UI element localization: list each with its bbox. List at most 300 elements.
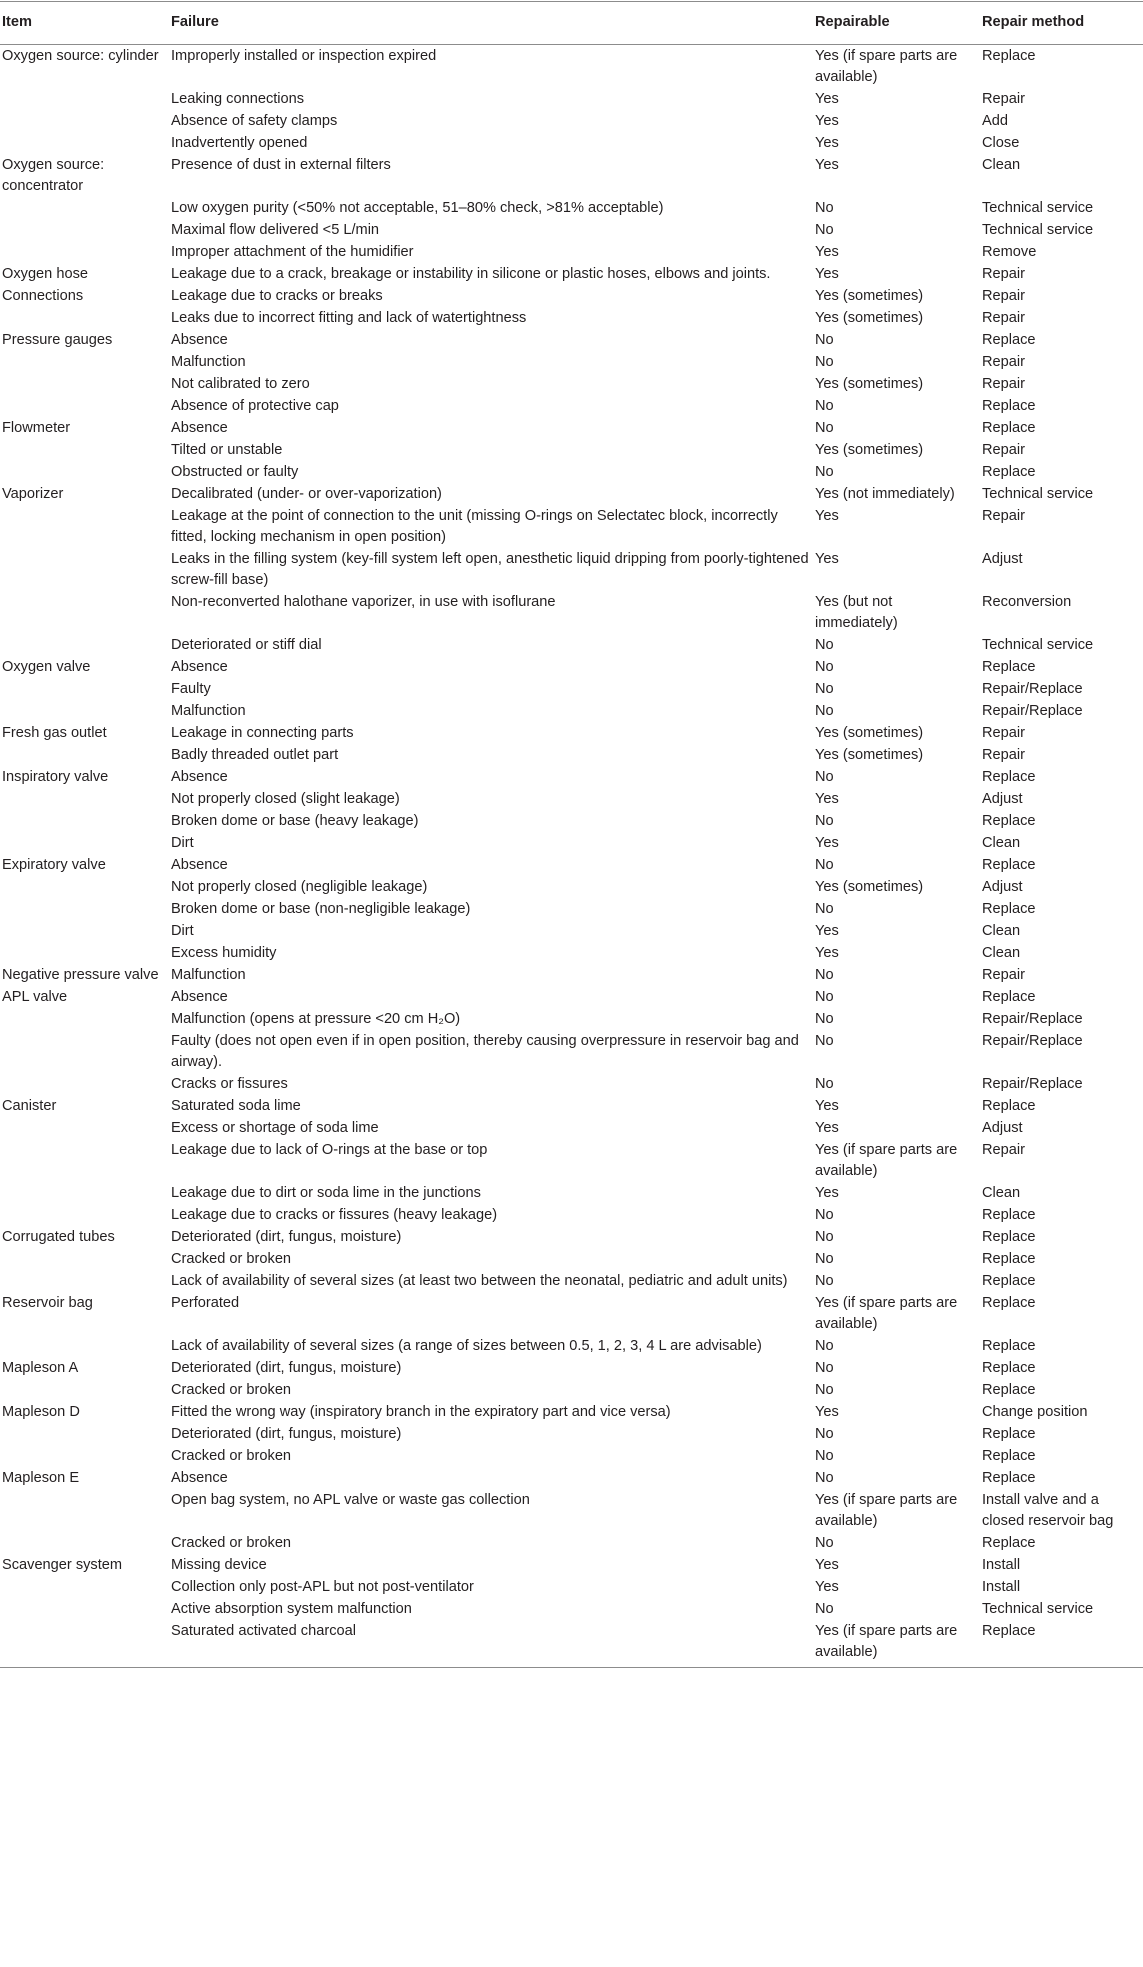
table-row: [0, 810, 1143, 832]
repairable-cell: Yes: [815, 1185, 839, 1201]
repair-method-cell: Repair/Replace: [982, 681, 1083, 697]
repairable-cell: Yes: [815, 923, 839, 939]
item-cell: Pressure gauges: [2, 332, 113, 348]
failure-cell: Absence: [171, 989, 228, 1005]
repair-method-cell: Repair: [982, 508, 1025, 524]
repairable-cell: No: [815, 681, 834, 697]
failure-cell: Faulty: [171, 681, 211, 697]
repair-method-cell: Clean: [982, 1185, 1021, 1201]
table-row: [0, 1335, 1143, 1357]
failure-cell: Leaking connections: [171, 91, 305, 107]
table-row: [0, 1489, 1143, 1532]
repairable-cell: Yes (if spare parts are available): [813, 1620, 980, 1668]
table-row: [0, 1620, 1143, 1668]
item-cell: [0, 1204, 169, 1226]
failure-cell: Missing device: [171, 1557, 267, 1573]
repair-method-cell: Replace: [982, 1295, 1036, 1311]
repair-method-cell: Replace: [982, 1535, 1036, 1551]
repair-method-cell: Replace: [982, 1360, 1036, 1376]
failure-cell: Inadvertently opened: [171, 135, 308, 151]
failure-cell: Absence: [171, 420, 228, 436]
item-cell: Scavenger system: [2, 1557, 123, 1573]
repairable-cell: No: [815, 1033, 834, 1049]
item-cell: [0, 1139, 169, 1182]
repairable-cell: Yes: [815, 1120, 839, 1136]
item-cell: [0, 548, 169, 591]
failure-cell: Faulty (does not open even if in open position, thereby causing overpressure in reservoir bag and airway).: [171, 1033, 799, 1070]
item-cell: Connections: [2, 288, 84, 304]
table-row: [0, 1401, 1143, 1423]
failure-cell: Leaks due to incorrect fitting and lack of watertightness: [171, 310, 527, 326]
item-cell: [0, 88, 169, 110]
failure-cell: Lack of availability of several sizes (at least two between the neonatal, pediatric and adult units): [171, 1273, 788, 1289]
table-row: [0, 1030, 1143, 1073]
failure-cell: Malfunction: [171, 354, 246, 370]
failure-cell: Lack of availability of several sizes (a range of sizes between 0.5, 1, 2, 3, 4 L are advisable): [171, 1338, 762, 1354]
repair-method-cell: Repair: [982, 310, 1025, 326]
item-cell: APL valve: [2, 989, 68, 1005]
table-row: [0, 1423, 1143, 1445]
repairable-cell: No: [815, 222, 834, 238]
table-row: [0, 832, 1143, 854]
repair-method-cell: Repair: [982, 376, 1025, 392]
failure-cell: Collection only post-APL but not post-ventilator: [171, 1579, 474, 1595]
table-row: [0, 1270, 1143, 1292]
item-cell: [0, 1248, 169, 1270]
repair-method-cell: Replace: [982, 1229, 1036, 1245]
table-row: [0, 656, 1143, 678]
table-row: [0, 1204, 1143, 1226]
failure-cell: Improper attachment of the humidifier: [171, 244, 414, 260]
repair-method-cell: Repair: [982, 288, 1025, 304]
failure-cell: Maximal flow delivered <5 L/min: [171, 222, 380, 238]
failure-cell: Absence of safety clamps: [171, 113, 338, 129]
failure-cell: Deteriorated or stiff dial: [171, 637, 322, 653]
repair-method-cell: Clean: [982, 923, 1021, 939]
repairable-cell: Yes (if spare parts are available): [815, 1492, 958, 1529]
repairable-cell: Yes: [815, 91, 839, 107]
failure-cell: Absence: [171, 659, 228, 675]
repair-method-cell: Replace: [980, 1620, 1143, 1668]
item-cell: [0, 1489, 169, 1532]
table-row: [0, 1379, 1143, 1401]
repair-method-cell: Replace: [982, 464, 1036, 480]
repair-method-cell: Replace: [982, 1207, 1036, 1223]
repairable-cell: No: [815, 1011, 834, 1027]
item-cell: [0, 1598, 169, 1620]
repair-method-cell: Install: [982, 1557, 1021, 1573]
item-cell: Mapleson D: [2, 1404, 80, 1420]
repairable-cell: Yes (if spare parts are available): [815, 48, 958, 85]
failure-cell: Dirt: [171, 835, 194, 851]
repairable-cell: Yes: [815, 791, 839, 807]
repair-method-cell: Repair: [982, 1142, 1025, 1158]
item-cell: Inspiratory valve: [2, 769, 109, 785]
table-row: [0, 744, 1143, 766]
table-row: [0, 461, 1143, 483]
failure-cell: Non-reconverted halothane vaporizer, in use with isoflurane: [171, 594, 556, 610]
repair-method-cell: Replace: [982, 398, 1036, 414]
failure-cell: Leakage due to cracks or fissures (heavy leakage): [171, 1207, 498, 1223]
table-row: [0, 373, 1143, 395]
repair-method-cell: Adjust: [982, 551, 1023, 567]
table-row: [0, 505, 1143, 548]
table-row: [0, 483, 1143, 505]
repairable-cell: No: [815, 813, 834, 829]
table-row: [0, 1095, 1143, 1117]
repair-method-cell: Replace: [982, 659, 1036, 675]
repair-method-cell: Adjust: [982, 1120, 1023, 1136]
repair-method-cell: Replace: [982, 769, 1036, 785]
failure-cell: Broken dome or base (heavy leakage): [171, 813, 419, 829]
item-cell: [0, 395, 169, 417]
repair-method-cell: Technical service: [982, 486, 1094, 502]
table-row: [0, 154, 1143, 197]
repair-method-cell: Replace: [982, 813, 1036, 829]
repair-method-cell: Technical service: [982, 200, 1094, 216]
item-cell: [0, 591, 169, 634]
failure-cell: Tilted or unstable: [171, 442, 283, 458]
repairable-cell: No: [815, 464, 834, 480]
repair-method-cell: Adjust: [982, 879, 1023, 895]
failure-cell: Obstructed or faulty: [171, 464, 299, 480]
table-row: [0, 110, 1143, 132]
failure-cell: Saturated activated charcoal: [169, 1620, 813, 1668]
repairable-cell: No: [815, 637, 834, 653]
item-cell: [0, 1008, 169, 1030]
table-row: [0, 1073, 1143, 1095]
repairable-cell: No: [815, 769, 834, 785]
item-cell: [0, 1270, 169, 1292]
failure-cell: Low oxygen purity (<50% not acceptable, 51–80% check, >81% acceptable): [171, 200, 664, 216]
failure-cell: Improperly installed or inspection expired: [171, 48, 437, 64]
repairable-cell: No: [815, 901, 834, 917]
failure-cell: Not properly closed (negligible leakage): [171, 879, 428, 895]
table-row: [0, 920, 1143, 942]
table-row: [0, 591, 1143, 634]
failure-cell: Not calibrated to zero: [171, 376, 310, 392]
item-cell: Expiratory valve: [2, 857, 106, 873]
repair-method-cell: Install: [982, 1579, 1021, 1595]
item-cell: [0, 942, 169, 964]
repairable-cell: Yes (sometimes): [815, 442, 924, 458]
failure-cell: Absence: [171, 769, 228, 785]
failure-cell: Malfunction: [171, 967, 246, 983]
repair-method-cell: Repair: [982, 91, 1025, 107]
repairable-cell: No: [815, 659, 834, 675]
repairable-cell: No: [815, 1229, 834, 1245]
item-cell: Corrugated tubes: [2, 1229, 115, 1245]
repairable-cell: Yes (but not immediately): [815, 594, 898, 631]
repair-method-cell: Technical service: [982, 1601, 1094, 1617]
repair-method-cell: Close: [982, 135, 1020, 151]
table-row: [0, 722, 1143, 744]
repair-method-cell: Replace: [982, 420, 1036, 436]
failure-cell: Deteriorated (dirt, fungus, moisture): [171, 1229, 402, 1245]
table-row: [0, 263, 1143, 285]
header-row: [0, 2, 1143, 45]
failure-cell: Absence: [171, 332, 228, 348]
item-cell: Reservoir bag: [2, 1295, 93, 1311]
table-row: [0, 351, 1143, 373]
item-cell: Oxygen source: concentrator: [2, 157, 105, 194]
failure-cell: Leakage due to a crack, breakage or instability in silicone or plastic hoses, elbows and joints.: [171, 266, 771, 282]
repairable-cell: Yes (not immediately): [815, 486, 955, 502]
item-cell: [0, 351, 169, 373]
failure-cell: Leakage due to lack of O-rings at the base or top: [171, 1142, 488, 1158]
repair-method-cell: Repair: [982, 266, 1025, 282]
repair-method-cell: Replace: [982, 1098, 1036, 1114]
table-row: [0, 700, 1143, 722]
failure-cell: Broken dome or base (non-negligible leakage): [171, 901, 471, 917]
failure-cell: Cracks or fissures: [171, 1076, 288, 1092]
repairable-cell: No: [815, 1251, 834, 1267]
repair-method-cell: Replace: [982, 1470, 1036, 1486]
repair-method-cell: Technical service: [982, 637, 1094, 653]
item-cell: [0, 1335, 169, 1357]
repairable-cell: No: [815, 1535, 834, 1551]
item-cell: [0, 505, 169, 548]
repair-method-cell: Repair: [982, 747, 1025, 763]
failure-cell: Saturated soda lime: [171, 1098, 301, 1114]
table-row: [0, 417, 1143, 439]
item-cell: Fresh gas outlet: [2, 725, 107, 741]
failure-cell: Cracked or broken: [171, 1448, 292, 1464]
item-cell: [0, 898, 169, 920]
repairable-cell: Yes (if spare parts are available): [815, 1142, 958, 1179]
table-row: [0, 197, 1143, 219]
item-cell: [0, 634, 169, 656]
item-cell: [0, 110, 169, 132]
failure-cell: Absence of protective cap: [171, 398, 339, 414]
item-cell: [0, 744, 169, 766]
table-row: [0, 219, 1143, 241]
item-cell: Canister: [2, 1098, 57, 1114]
repairable-cell: No: [815, 1207, 834, 1223]
item-cell: [0, 700, 169, 722]
table-row: [0, 395, 1143, 417]
repair-method-cell: Replace: [982, 1338, 1036, 1354]
repairable-cell: Yes (sometimes): [815, 747, 924, 763]
repairable-cell: Yes (sometimes): [815, 725, 924, 741]
repair-method-cell: Replace: [982, 1273, 1036, 1289]
repairable-cell: No: [815, 1426, 834, 1442]
failure-cell: Presence of dust in external filters: [171, 157, 391, 173]
repair-method-cell: Reconversion: [982, 594, 1072, 610]
item-cell: [0, 1445, 169, 1467]
failure-cell: Not properly closed (slight leakage): [171, 791, 400, 807]
table-row: [0, 439, 1143, 461]
repair-method-cell: Replace: [982, 332, 1036, 348]
item-cell: Oxygen valve: [2, 659, 91, 675]
repairable-cell: No: [815, 1382, 834, 1398]
repair-method-cell: Replace: [982, 1382, 1036, 1398]
failure-cell: Absence: [171, 1470, 228, 1486]
repairable-cell: No: [815, 398, 834, 414]
repair-method-cell: Replace: [982, 48, 1036, 64]
item-cell: [0, 1532, 169, 1554]
failure-cell: Excess humidity: [171, 945, 277, 961]
failure-cell: Leakage at the point of connection to the unit (missing O-rings on Selectatec block, incorrectly fitted, locking mechanism in open position): [171, 508, 778, 545]
table-row: [0, 1532, 1143, 1554]
repairable-cell: No: [815, 857, 834, 873]
repair-method-cell: Repair: [982, 967, 1025, 983]
repairable-cell: Yes: [815, 135, 839, 151]
item-cell: [0, 241, 169, 263]
repairable-cell: No: [815, 200, 834, 216]
failure-cell: Open bag system, no APL valve or waste gas collection: [171, 1492, 530, 1508]
table-row: [0, 1226, 1143, 1248]
item-cell: [0, 461, 169, 483]
item-cell: [0, 810, 169, 832]
table-row: [0, 132, 1143, 154]
header-repair-method: Repair method: [980, 2, 1143, 45]
table-row: [0, 678, 1143, 700]
repairable-cell: Yes: [815, 1557, 839, 1573]
repair-method-cell: Clean: [982, 835, 1021, 851]
repairable-cell: No: [815, 967, 834, 983]
item-cell: Vaporizer: [2, 486, 64, 502]
repairable-cell: Yes: [815, 113, 839, 129]
item-cell: [0, 1117, 169, 1139]
item-cell: [0, 1379, 169, 1401]
repair-method-cell: Repair: [982, 354, 1025, 370]
repairable-cell: No: [815, 332, 834, 348]
repair-method-cell: Repair/Replace: [982, 1011, 1083, 1027]
failure-cell: Fitted the wrong way (inspiratory branch in the expiratory part and vice versa): [171, 1404, 671, 1420]
item-cell: [0, 219, 169, 241]
item-cell: [0, 439, 169, 461]
item-cell: Oxygen source: cylinder: [2, 48, 159, 64]
table-row: [0, 986, 1143, 1008]
table-row: [0, 307, 1143, 329]
failure-cell: Deteriorated (dirt, fungus, moisture): [171, 1360, 402, 1376]
repairable-cell: Yes: [815, 508, 839, 524]
header-item: Item: [0, 2, 169, 45]
table-row: [0, 1357, 1143, 1379]
table-row: [0, 1182, 1143, 1204]
repair-method-cell: Repair: [982, 442, 1025, 458]
failure-cell: Leakage in connecting parts: [171, 725, 354, 741]
failure-cell: Leaks in the filling system (key-fill system left open, anesthetic liquid dripping from poorly-tightened screw-fill base): [171, 551, 809, 588]
item-cell: Oxygen hose: [2, 266, 88, 282]
item-cell: [0, 197, 169, 219]
table-row: [0, 1554, 1143, 1576]
table-row: [0, 88, 1143, 110]
item-cell: [0, 788, 169, 810]
failure-cell: Malfunction (opens at pressure <20 cm H₂O): [171, 1011, 461, 1027]
repair-method-cell: Remove: [982, 244, 1037, 260]
repair-method-cell: Repair: [982, 725, 1025, 741]
failure-cell: Active absorption system malfunction: [171, 1601, 412, 1617]
table-row: [0, 876, 1143, 898]
item-cell: [0, 920, 169, 942]
repair-method-cell: Add: [982, 113, 1008, 129]
repair-method-cell: Clean: [982, 945, 1021, 961]
table-row: [0, 1445, 1143, 1467]
table-row: [0, 45, 1143, 89]
table-body: [0, 45, 1143, 1668]
repairable-cell: Yes (sometimes): [815, 288, 924, 304]
repair-method-cell: Replace: [982, 1448, 1036, 1464]
repairable-cell: Yes: [815, 266, 839, 282]
repair-method-cell: Replace: [982, 901, 1036, 917]
header-failure: Failure: [169, 2, 813, 45]
failure-cell: Leakage due to dirt or soda lime in the junctions: [171, 1185, 481, 1201]
repair-method-cell: Technical service: [982, 222, 1094, 238]
item-cell: [0, 1073, 169, 1095]
item-cell: [0, 1182, 169, 1204]
repairable-cell: Yes: [815, 945, 839, 961]
table-row: [0, 548, 1143, 591]
failure-cell: Malfunction: [171, 703, 246, 719]
repair-method-cell: Install valve and a closed reservoir bag: [982, 1492, 1114, 1529]
item-cell: Flowmeter: [2, 420, 71, 436]
table-row: [0, 898, 1143, 920]
repairable-cell: No: [815, 354, 834, 370]
item-cell: [0, 307, 169, 329]
repair-method-cell: Replace: [982, 989, 1036, 1005]
failure-cell: Badly threaded outlet part: [171, 747, 339, 763]
table-row: [0, 1598, 1143, 1620]
table-row: [0, 634, 1143, 656]
item-cell: Mapleson E: [2, 1470, 80, 1486]
table-row: [0, 942, 1143, 964]
repair-method-cell: Repair/Replace: [982, 1076, 1083, 1092]
item-cell: [0, 876, 169, 898]
repairable-cell: No: [815, 1360, 834, 1376]
repairable-cell: Yes: [815, 157, 839, 173]
repairable-cell: Yes: [815, 1098, 839, 1114]
repairable-cell: Yes: [815, 551, 839, 567]
failure-cell: Cracked or broken: [171, 1535, 292, 1551]
table-row: [0, 1008, 1143, 1030]
repairable-cell: Yes: [815, 1404, 839, 1420]
repairable-cell: No: [815, 420, 834, 436]
repairable-cell: Yes: [815, 244, 839, 260]
table-row: [0, 329, 1143, 351]
item-cell: [0, 1620, 169, 1668]
repair-method-cell: Replace: [982, 857, 1036, 873]
repairable-cell: Yes (sometimes): [815, 310, 924, 326]
item-cell: [0, 832, 169, 854]
table-row: [0, 788, 1143, 810]
item-cell: [0, 1423, 169, 1445]
repair-method-cell: Replace: [982, 1426, 1036, 1442]
repairable-cell: No: [815, 1601, 834, 1617]
table-row: [0, 766, 1143, 788]
table-row: [0, 854, 1143, 876]
repair-method-cell: Clean: [982, 157, 1021, 173]
repair-method-cell: Repair/Replace: [982, 1033, 1083, 1049]
repairable-cell: No: [815, 989, 834, 1005]
failure-cell: Deteriorated (dirt, fungus, moisture): [171, 1426, 402, 1442]
repairable-cell: No: [815, 1273, 834, 1289]
failure-cell: Perforated: [171, 1295, 240, 1311]
repairable-cell: No: [815, 1076, 834, 1092]
repair-method-cell: Adjust: [982, 791, 1023, 807]
failure-cell: Cracked or broken: [171, 1251, 292, 1267]
repairable-cell: Yes: [815, 835, 839, 851]
table-row: [0, 1576, 1143, 1598]
table-row: [0, 1139, 1143, 1182]
repair-method-cell: Replace: [982, 1251, 1036, 1267]
repairable-cell: No: [815, 1448, 834, 1464]
failure-cell: Excess or shortage of soda lime: [171, 1120, 379, 1136]
table-row: [0, 285, 1143, 307]
table-row: [0, 1467, 1143, 1489]
item-cell: [0, 132, 169, 154]
